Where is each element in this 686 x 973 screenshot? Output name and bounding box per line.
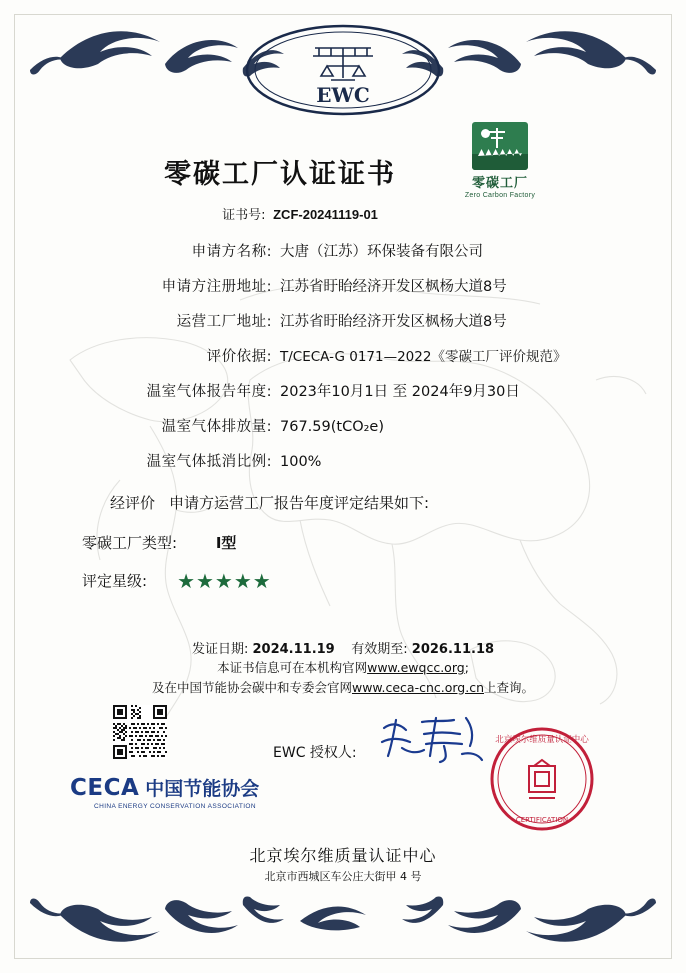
- ceca-logo: [70, 774, 280, 810]
- svg-text:EWC: EWC: [316, 83, 370, 107]
- field-list: [0, 240, 686, 485]
- field-label: 评价依据:: [206, 349, 272, 365]
- issuing-organization-address: 北京市西城区车公庄大街甲 4 号: [264, 870, 422, 883]
- note-2-suffix: 上查询。: [484, 680, 535, 695]
- field-value: 767.59(tCO₂e): [280, 419, 385, 435]
- field-row: [0, 380, 686, 401]
- issue-date-label: 发证日期:: [191, 642, 249, 657]
- factory-type-label: 零碳工厂类型:: [82, 534, 178, 552]
- field-row: [0, 275, 686, 296]
- field-label: 温室气体排放量:: [161, 419, 272, 435]
- badge-label-cn: 零碳工厂: [471, 176, 528, 191]
- certification-stamp: [489, 726, 595, 832]
- field-row: [0, 415, 686, 436]
- valid-until-value: 2026.11.18: [411, 642, 495, 657]
- issue-date-value: 2024.11.19: [252, 642, 335, 657]
- field-value: 100%: [280, 454, 322, 470]
- verification-note-2: [0, 678, 686, 696]
- field-value: 大唐（江苏）环保装备有限公司: [280, 244, 483, 260]
- field-value: 江苏省盱眙经济开发区枫杨大道8号: [280, 314, 507, 330]
- ceca-cnc-website-link[interactable]: www.ceca-cnc.org.cn: [351, 680, 484, 695]
- result-statement: [110, 492, 429, 513]
- factory-type-row: [82, 532, 236, 553]
- certificate-number: [0, 204, 600, 223]
- verification-note-1: [0, 658, 686, 676]
- ceca-wordmark: CECA: [70, 774, 140, 801]
- note-2-prefix: 及在中国节能协会碳中和专委会官网: [151, 680, 352, 695]
- field-label: 温室气体抵消比例:: [146, 454, 272, 470]
- field-label: 运营工厂地址:: [176, 314, 272, 330]
- page-title: 零碳工厂认证证书: [164, 159, 396, 190]
- ewqcc-website-link[interactable]: www.ewqcc.org: [367, 660, 465, 675]
- star-rating-value: ★★★★★: [177, 568, 272, 593]
- note-1-suffix: ;: [464, 660, 469, 675]
- validity-row: [0, 638, 686, 657]
- field-value: 江苏省盱眙经济开发区枫杨大道8号: [280, 279, 507, 295]
- field-value: 2023年10月1日 至 2024年9月30日: [280, 384, 520, 400]
- field-label: 申请方名称:: [191, 244, 272, 260]
- authorizer-signature: [378, 712, 488, 768]
- ceca-name-en: CHINA ENERGY CONSERVATION ASSOCIATION: [94, 803, 256, 810]
- note-1-prefix: 本证书信息可在本机构官网: [217, 660, 368, 675]
- certificate-number-value: ZCF-20241119-01: [273, 207, 378, 222]
- field-label: 申请方注册地址:: [161, 279, 272, 295]
- svg-text:CERTIFICATION: CERTIFICATION: [515, 816, 569, 824]
- result-text: 申请方运营工厂报告年度评定结果如下:: [169, 494, 430, 512]
- issuing-organization: 北京埃尔维质量认证中心: [249, 846, 437, 865]
- field-row: [0, 240, 686, 261]
- field-row: [0, 450, 686, 471]
- result-prefix: 经评价: [110, 494, 156, 512]
- svg-text:北京埃尔维质量认证中心: 北京埃尔维质量认证中心: [495, 735, 589, 745]
- field-label: 温室气体报告年度:: [146, 384, 272, 400]
- ceca-name-cn: 中国节能协会: [145, 778, 260, 800]
- certificate-number-label: 证书号:: [222, 208, 266, 223]
- field-row: [0, 310, 686, 331]
- star-rating-row: [82, 570, 272, 591]
- star-rating-label: 评定星级:: [82, 572, 148, 590]
- factory-type-value: Ⅰ型: [215, 534, 237, 552]
- field-row: [0, 345, 686, 366]
- valid-until-label: 有效期至:: [351, 642, 408, 657]
- qr-code[interactable]: [113, 705, 167, 759]
- ewc-seal-icon: [243, 22, 443, 118]
- badge-label-en: Zero Carbon Factory: [464, 192, 536, 199]
- authorizer-label: EWC 授权人:: [273, 745, 357, 761]
- field-value: T/CECA-G 0171—2022《零碳工厂评价规范》: [280, 349, 567, 365]
